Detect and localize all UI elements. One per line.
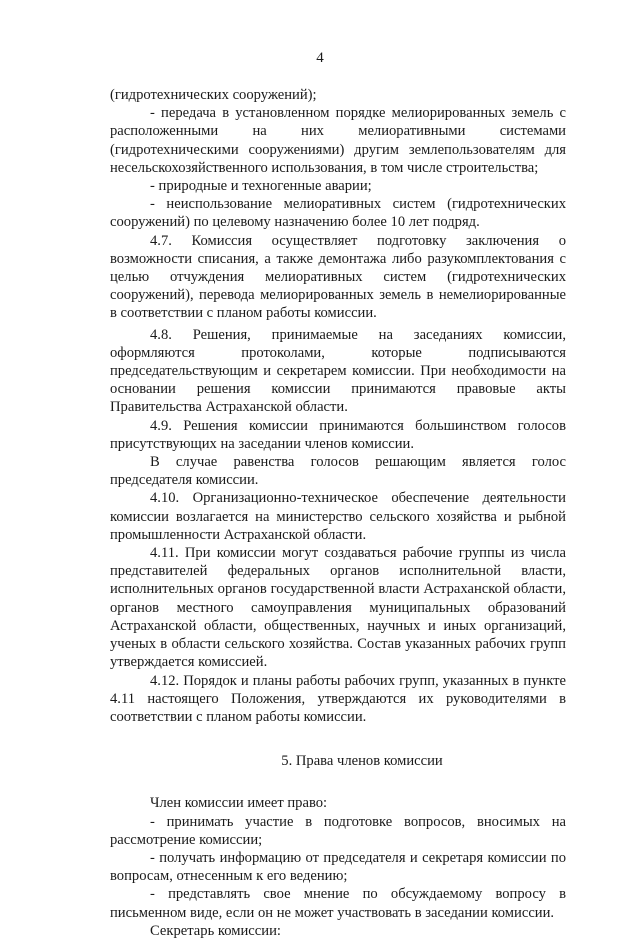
paragraph-p5: 4.8. Решения, принимаемые на заседаниях комиссии, оформляются протоколами, которые подписываются председательствующим и секретарем комиссии. При необходимости на основании решения комиссии принимаются правовые акты Правительства Астраханской области. xyxy=(110,326,566,416)
paragraph-p13: - получать информацию от председателя и секретаря комиссии по вопросам, отнесенным к его ведению; xyxy=(110,849,566,885)
section-5-body xyxy=(110,794,566,940)
paragraph-p0: (гидротехнических сооружений); xyxy=(110,87,317,103)
paragraph-p4: 4.7. Комиссия осуществляет подготовку заключения о возможности списания, а также демонтажа либо разукомплектования с целью отчуждения мелиоративных систем (гидротехнических сооружений), перевода мелиорированных земель в немелиорированные в соответствии с планом работы комиссии. xyxy=(110,232,566,322)
document-body xyxy=(110,86,566,940)
paragraph-p6: 4.9. Решения комиссии принимаются большинством голосов присутствующих на заседании членов комиссии. xyxy=(110,417,566,452)
paragraph-p3: - неиспользование мелиоративных систем (гидротехнических сооружений) по целевому назначению более 10 лет подряд. xyxy=(110,196,566,231)
paragraph-p8: 4.10. Организационно-техническое обеспечение деятельности комиссии возлагается на министерство сельского хозяйства и рыбной промышленности Астраханской области. xyxy=(110,490,566,543)
paragraph-p11: Член комиссии имеет право: xyxy=(150,795,328,812)
paragraph-p7: В случае равенства голосов решающим является голос председателя комиссии. xyxy=(110,454,566,489)
paragraph-p14: - представлять свое мнение по обсуждаемому вопросу в письменном виде, если он не может участвовать в заседании комиссии. xyxy=(110,886,566,921)
paragraph-p2: - природные и техногенные аварии; xyxy=(150,178,372,195)
section-heading: 5. Права членов комиссии xyxy=(281,753,443,770)
paragraph-p15: Секретарь комиссии: xyxy=(150,922,281,939)
paragraph-p12: - принимать участие в подготовке вопросов, вносимых на рассмотрение комиссии; xyxy=(110,813,566,848)
paragraph-p1: - передача в установленном порядке мелиорированных земель с расположенными на них мелиоративными системами (гидротехническими сооружениями) другим землепользователям для несельскохозяйственного использования, в том числе строительства; xyxy=(110,105,566,176)
paragraph-p10: 4.12. Порядок и планы работы рабочих групп, указанных в пункте 4.11 настоящего Положения, утверждаются их руководителями в соответствии с планом работы комиссии. xyxy=(110,672,566,725)
page-number: 4 xyxy=(316,50,324,66)
paragraph-p9: 4.11. При комиссии могут создаваться рабочие группы из числа представителей федеральных органов исполнительной власти, исполнительных органов государственной власти Астраханской области, органов местного самоуправления муниципальных образований Астраханской области, общественных, научных и иных организаций, ученых в области сельского хозяйства. Состав указанных рабочих групп утверждается комиссией. xyxy=(110,545,566,671)
section-4-continuation xyxy=(110,86,566,726)
